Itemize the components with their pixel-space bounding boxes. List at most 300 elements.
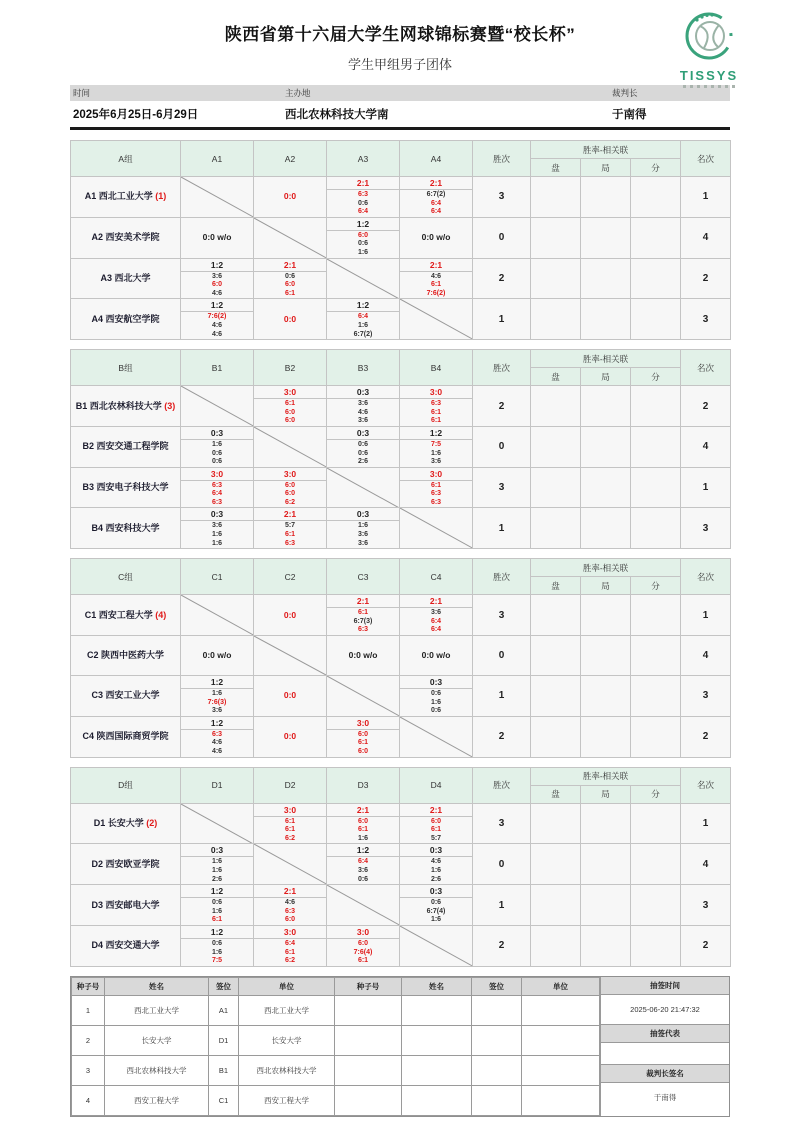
sets-ratio-cell <box>531 676 581 717</box>
rank-cell: 3 <box>681 885 731 926</box>
rank-cell: 3 <box>681 676 731 717</box>
set-score: 6:0 <box>284 490 296 498</box>
wins-cell: 3 <box>473 595 531 636</box>
rank-cell: 2 <box>681 716 731 757</box>
sets-ratio-cell <box>531 803 581 844</box>
table-row <box>71 676 731 717</box>
set-score: 6:0 <box>357 748 369 755</box>
set-score: 6:4 <box>430 199 442 207</box>
seed-cell <box>472 1085 522 1115</box>
winrate-header: 胜率-相关联 <box>531 767 681 785</box>
set-score: 0:6 <box>357 875 369 883</box>
set-scores <box>327 190 399 217</box>
set-score: 3:6 <box>357 400 369 408</box>
sets-sub-header: 盘 <box>531 785 581 803</box>
diagonal-line <box>181 386 253 426</box>
set-score: 7:5 <box>211 957 223 965</box>
match-cell <box>327 803 400 844</box>
diagonal-cell <box>181 595 254 636</box>
seed-cell <box>402 1055 472 1085</box>
set-score: 4:6 <box>211 330 223 338</box>
score-result: 2:1 <box>327 804 399 817</box>
sets-ratio-cell <box>531 386 581 427</box>
set-scores <box>400 817 472 844</box>
diagonal-cell <box>254 636 327 676</box>
seed-number: (3) <box>164 400 176 411</box>
score-result: 1:2 <box>181 299 253 312</box>
set-scores <box>181 898 253 925</box>
match-cell <box>254 299 327 340</box>
games-ratio-cell <box>581 386 631 427</box>
team-name-cell <box>71 217 181 258</box>
diagonal-line <box>327 885 399 925</box>
group-name: A组 <box>71 141 181 177</box>
diagonal-line <box>254 844 326 884</box>
host-value: 西北农林科技大学南 <box>285 109 389 121</box>
set-score: 6:7(4) <box>426 907 446 915</box>
time-value: 2025年6月25日-6月29日 <box>73 109 199 121</box>
score-result: 2:1 <box>254 508 326 521</box>
sets-ratio-cell <box>531 844 581 885</box>
score-result: 3:0 <box>254 926 326 939</box>
seed-cell <box>335 1025 402 1055</box>
match-cell <box>181 636 254 676</box>
set-score: 2:6 <box>211 875 223 883</box>
match-cell <box>254 467 327 508</box>
seed-cell: B1 <box>209 1055 239 1085</box>
set-scores <box>327 231 399 258</box>
score-result: 0:0 <box>283 191 297 202</box>
opponent-col-header: D2 <box>254 767 327 803</box>
diagonal-line <box>327 676 399 716</box>
diagonal-cell <box>327 676 400 717</box>
match-cell <box>181 467 254 508</box>
match-cell <box>254 386 327 427</box>
seed-cell <box>402 995 472 1025</box>
games-ratio-cell <box>581 426 631 467</box>
opponent-col-header: A1 <box>181 141 254 177</box>
seed-col-header: 单位 <box>522 977 600 995</box>
diagonal-line <box>181 177 253 217</box>
diagonal-cell <box>327 258 400 299</box>
group-header <box>71 141 731 177</box>
score-result: 0:3 <box>181 427 253 440</box>
match-cell <box>254 595 327 636</box>
team-name-cell <box>71 467 181 508</box>
team-name: B1 西北农林科技大学 <box>75 400 162 411</box>
games-ratio-cell <box>581 803 631 844</box>
match-cell <box>400 217 473 258</box>
wins-cell: 2 <box>473 386 531 427</box>
team-name-cell <box>71 595 181 636</box>
rank-header: 名次 <box>681 767 731 803</box>
games-ratio-cell <box>581 299 631 340</box>
group-table <box>70 140 731 340</box>
team-name: C4 陕西国际商贸学院 <box>82 731 169 742</box>
draw-time-label: 抽签时间 <box>601 977 729 995</box>
set-score: 3:6 <box>357 531 369 539</box>
score-result: 3:0 <box>254 468 326 481</box>
match-cell <box>254 676 327 717</box>
seed-cell: 西北农林科技大学 <box>239 1055 335 1085</box>
team-name-cell <box>71 925 181 966</box>
set-score: 6:3 <box>211 498 223 506</box>
set-score: 6:1 <box>357 609 369 617</box>
set-score: 6:4 <box>430 208 442 216</box>
score-result: 0:3 <box>400 676 472 689</box>
seed-cell <box>472 1055 522 1085</box>
games-ratio-cell <box>581 716 631 757</box>
set-score: 0:6 <box>211 939 223 947</box>
set-scores <box>254 939 326 966</box>
points-ratio-cell <box>631 177 681 218</box>
info-bar <box>70 85 730 130</box>
set-score: 7:6(4) <box>353 948 373 956</box>
match-cell <box>327 508 400 549</box>
set-score: 4:6 <box>211 289 223 297</box>
points-ratio-cell <box>631 217 681 258</box>
points-ratio-cell <box>631 467 681 508</box>
games-sub-header: 局 <box>581 577 631 595</box>
match-cell <box>327 386 400 427</box>
seed-number: (2) <box>146 817 158 828</box>
rank-header: 名次 <box>681 559 731 595</box>
set-scores <box>181 939 253 966</box>
match-cell <box>327 595 400 636</box>
page-subtitle: 学生甲组男子团体 <box>347 57 452 72</box>
set-score: 6:1 <box>284 289 296 297</box>
match-cell <box>327 299 400 340</box>
set-score: 4:6 <box>430 858 442 866</box>
seed-cell: A1 <box>209 995 239 1025</box>
logo-text: TISSYS <box>679 68 739 83</box>
seed-cell: 长安大学 <box>105 1025 209 1055</box>
set-score: 6:7(2) <box>353 330 373 338</box>
score-result: 3:0 <box>254 804 326 817</box>
set-scores <box>254 272 326 299</box>
rank-cell: 2 <box>681 386 731 427</box>
set-score: 6:7(2) <box>426 191 446 198</box>
score-result: 3:0 <box>181 468 253 481</box>
set-scores <box>254 817 326 844</box>
table-row <box>71 386 731 427</box>
set-score: 1:6 <box>211 539 223 547</box>
group-table <box>70 767 731 967</box>
match-cell <box>254 803 327 844</box>
match-cell <box>400 386 473 427</box>
set-score: 0:6 <box>357 449 369 457</box>
seed-col-header: 签位 <box>209 977 239 995</box>
set-score: 0:6 <box>211 899 223 907</box>
match-cell <box>400 467 473 508</box>
team-name: A2 西安美术学院 <box>91 232 160 243</box>
team-name: D3 西安邮电大学 <box>91 899 160 910</box>
table-row <box>71 467 731 508</box>
diagonal-line <box>400 926 472 966</box>
diagonal-cell <box>181 177 254 218</box>
set-score: 1:6 <box>357 248 369 256</box>
set-score: 0:6 <box>430 899 442 907</box>
match-cell <box>327 177 400 218</box>
diagonal-line <box>254 218 326 258</box>
team-name: A4 西安航空学院 <box>91 313 160 324</box>
wins-cell: 1 <box>473 508 531 549</box>
wins-cell: 0 <box>473 844 531 885</box>
games-sub-header: 局 <box>581 785 631 803</box>
set-score: 4:6 <box>284 899 296 907</box>
team-name-cell <box>71 177 181 218</box>
set-score: 6:3 <box>357 191 369 198</box>
team-name-cell <box>71 299 181 340</box>
rank-cell: 4 <box>681 217 731 258</box>
points-ratio-cell <box>631 803 681 844</box>
score-result: 2:1 <box>327 595 399 608</box>
diagonal-line <box>254 636 326 675</box>
table-row <box>71 885 731 926</box>
info-values <box>70 101 730 127</box>
diagonal-line <box>400 717 472 757</box>
points-sub-header: 分 <box>631 577 681 595</box>
set-scores <box>254 898 326 925</box>
seed-cell <box>402 1085 472 1115</box>
set-score: 6:4 <box>357 313 369 321</box>
table-row <box>71 299 731 340</box>
seed-cell: 4 <box>72 1085 105 1115</box>
set-score: 3:6 <box>357 866 369 874</box>
winrate-header: 胜率-相关联 <box>531 559 681 577</box>
score-result: 1:2 <box>181 259 253 272</box>
score-result: 3:0 <box>400 468 472 481</box>
set-score: 6:2 <box>284 957 296 965</box>
set-scores <box>327 608 399 635</box>
score-result: 3:0 <box>400 386 472 399</box>
seed-cell <box>472 995 522 1025</box>
seed-cell: 2 <box>72 1025 105 1055</box>
set-score: 1:6 <box>211 907 223 915</box>
seed-row <box>72 1085 600 1115</box>
set-score: 6:4 <box>430 617 442 625</box>
rank-cell: 1 <box>681 595 731 636</box>
opponent-col-header: D3 <box>327 767 400 803</box>
rank-cell: 1 <box>681 177 731 218</box>
score-result: 1:2 <box>181 926 253 939</box>
seed-number: (1) <box>155 191 167 202</box>
match-cell <box>254 885 327 926</box>
table-row <box>71 217 731 258</box>
set-scores <box>327 521 399 548</box>
set-score: 7:6(2) <box>426 289 446 297</box>
group-table <box>70 558 731 757</box>
opponent-col-header: C4 <box>400 559 473 595</box>
team-name: D2 西安欧亚学院 <box>91 858 160 869</box>
points-ratio-cell <box>631 258 681 299</box>
set-score: 0:6 <box>211 449 223 457</box>
set-scores <box>400 857 472 884</box>
match-cell <box>181 716 254 757</box>
score-result: 0:0 w/o <box>202 232 232 243</box>
opponent-col-header: B4 <box>400 350 473 386</box>
match-cell <box>254 258 327 299</box>
referee-signature: 于南得 <box>601 1083 729 1116</box>
match-cell <box>327 844 400 885</box>
set-score: 6:1 <box>211 916 223 924</box>
match-cell <box>181 885 254 926</box>
set-score: 6:0 <box>284 408 296 416</box>
set-scores <box>181 481 253 508</box>
set-score: 6:0 <box>430 817 442 825</box>
diagonal-cell <box>254 217 327 258</box>
sets-ratio-cell <box>531 716 581 757</box>
rank-cell: 3 <box>681 508 731 549</box>
set-score: 0:6 <box>357 240 369 248</box>
set-scores <box>400 272 472 299</box>
team-name-cell <box>71 508 181 549</box>
match-cell <box>327 716 400 757</box>
opponent-col-header: A4 <box>400 141 473 177</box>
set-scores <box>400 399 472 426</box>
games-ratio-cell <box>581 595 631 636</box>
team-name-cell <box>71 844 181 885</box>
match-cell <box>327 426 400 467</box>
seed-cell <box>522 1085 600 1115</box>
set-score: 2:6 <box>357 458 369 466</box>
points-ratio-cell <box>631 844 681 885</box>
team-name-cell <box>71 636 181 676</box>
rank-cell: 3 <box>681 299 731 340</box>
match-cell <box>327 925 400 966</box>
team-name-cell <box>71 258 181 299</box>
score-result: 0:3 <box>181 844 253 857</box>
set-scores <box>327 730 399 757</box>
table-row <box>71 636 731 676</box>
set-score: 6:3 <box>357 626 369 634</box>
opponent-col-header: C2 <box>254 559 327 595</box>
wins-cell: 1 <box>473 676 531 717</box>
wins-cell: 3 <box>473 467 531 508</box>
set-score: 4:6 <box>211 748 223 755</box>
referee-sign-label: 裁判长签名 <box>601 1065 729 1083</box>
wins-cell: 2 <box>473 258 531 299</box>
set-scores <box>400 440 472 467</box>
points-sub-header: 分 <box>631 159 681 177</box>
set-scores <box>254 481 326 508</box>
set-score: 1:6 <box>211 531 223 539</box>
seed-number: (4) <box>155 609 167 620</box>
set-score: 6:1 <box>357 739 369 747</box>
opponent-col-header: A3 <box>327 141 400 177</box>
set-scores <box>327 939 399 966</box>
set-scores <box>181 440 253 467</box>
seed-row <box>72 1055 600 1085</box>
seed-table-section <box>70 976 730 1117</box>
set-score: 6:2 <box>284 834 296 842</box>
set-score: 6:0 <box>211 281 223 289</box>
diagonal-cell <box>400 925 473 966</box>
seed-cell: 西北工业大学 <box>239 995 335 1025</box>
games-ratio-cell <box>581 925 631 966</box>
match-cell <box>400 426 473 467</box>
score-result: 1:2 <box>181 717 253 730</box>
group-name: D组 <box>71 767 181 803</box>
set-score: 3:6 <box>357 539 369 547</box>
set-score: 1:6 <box>211 858 223 866</box>
group-header <box>71 767 731 803</box>
set-score: 6:1 <box>284 826 296 834</box>
table-row <box>71 177 731 218</box>
seed-col-header: 姓名 <box>402 977 472 995</box>
page-title: 陕西省第十六届大学生网球锦标赛暨“校长杯” <box>224 25 576 44</box>
set-scores <box>400 608 472 635</box>
set-score: 6:0 <box>284 281 296 289</box>
score-result: 0:3 <box>181 508 253 521</box>
points-ratio-cell <box>631 386 681 427</box>
team-name-cell <box>71 426 181 467</box>
set-score: 6:1 <box>284 817 296 825</box>
set-score: 0:6 <box>430 707 442 715</box>
set-score: 1:6 <box>357 522 369 530</box>
set-scores <box>254 399 326 426</box>
set-score: 6:4 <box>357 858 369 866</box>
team-name: A3 西北大学 <box>100 272 151 283</box>
host-label: 主办地 <box>285 88 311 98</box>
set-score: 6:0 <box>357 231 369 239</box>
set-scores <box>181 312 253 339</box>
diagonal-cell <box>400 508 473 549</box>
set-score: 1:6 <box>357 834 369 842</box>
score-result: 1:2 <box>327 299 399 312</box>
score-result: 0:0 w/o <box>348 650 378 661</box>
table-row <box>71 844 731 885</box>
seed-row <box>72 1025 600 1055</box>
set-score: 6:3 <box>284 539 296 547</box>
wins-cell: 3 <box>473 803 531 844</box>
match-cell <box>400 676 473 717</box>
match-cell <box>400 636 473 676</box>
set-score: 1:6 <box>211 690 223 698</box>
wins-cell: 0 <box>473 636 531 676</box>
points-ratio-cell <box>631 925 681 966</box>
team-name: D1 长安大学 <box>93 817 144 828</box>
set-score: 6:0 <box>357 730 369 738</box>
set-score: 4:6 <box>211 739 223 747</box>
groups <box>70 140 730 967</box>
wins-header: 胜次 <box>473 350 531 386</box>
seed-cell <box>335 1055 402 1085</box>
table-row <box>71 426 731 467</box>
set-score: 5:7 <box>284 522 296 530</box>
group-name: B组 <box>71 350 181 386</box>
match-cell <box>181 217 254 258</box>
score-result: 0:0 w/o <box>202 650 232 661</box>
sets-ratio-cell <box>531 595 581 636</box>
set-scores <box>327 817 399 844</box>
time-label: 时间 <box>73 88 91 98</box>
set-score: 6:1 <box>430 417 442 425</box>
opponent-col-header: D4 <box>400 767 473 803</box>
opponent-col-header: C3 <box>327 559 400 595</box>
set-score: 6:0 <box>357 939 369 947</box>
set-score: 6:3 <box>430 400 442 408</box>
match-cell <box>181 925 254 966</box>
opponent-col-header: B2 <box>254 350 327 386</box>
set-scores <box>181 689 253 716</box>
match-cell <box>400 595 473 636</box>
team-name-cell <box>71 676 181 717</box>
seed-col-header: 单位 <box>239 977 335 995</box>
seed-cell: 3 <box>72 1055 105 1085</box>
match-cell <box>327 636 400 676</box>
score-result: 0:3 <box>400 885 472 898</box>
